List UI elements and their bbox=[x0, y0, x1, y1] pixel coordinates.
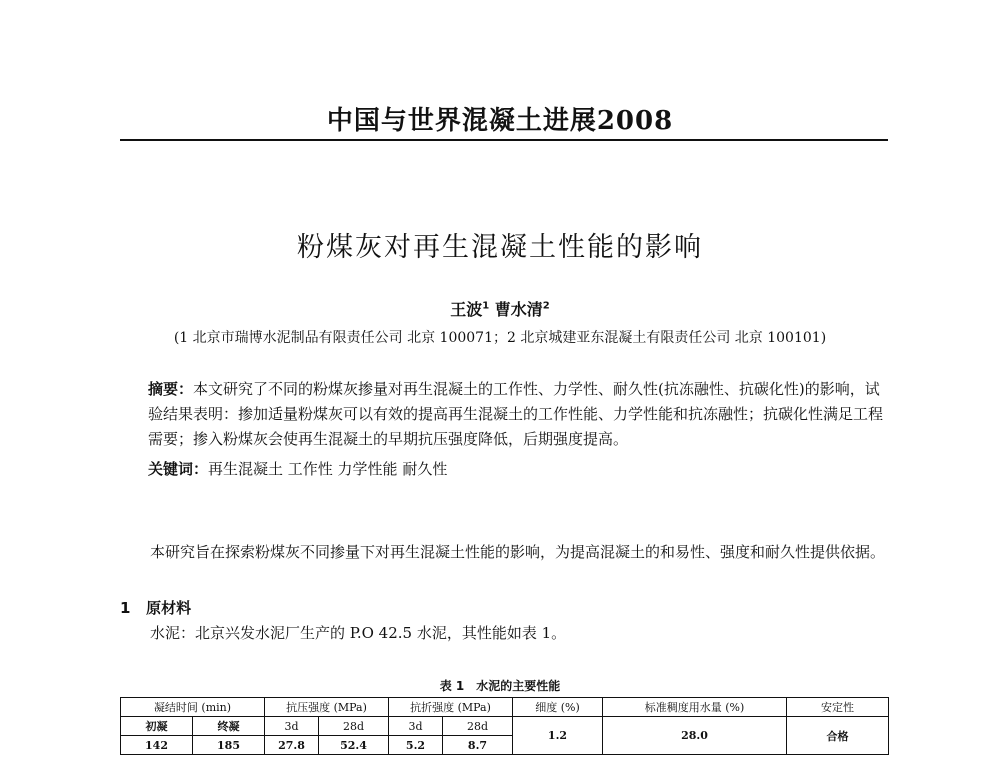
keywords bbox=[148, 457, 888, 482]
table-cell: 28.0 bbox=[603, 717, 787, 755]
table-cell: 1.2 bbox=[513, 717, 603, 755]
table-cell: 142 bbox=[121, 736, 193, 755]
paper-title: 粉煤灰对再生混凝土性能的影响 bbox=[297, 232, 703, 263]
authors bbox=[0, 297, 1000, 320]
subheader-cell: 终凝 bbox=[193, 717, 265, 736]
section-heading bbox=[120, 597, 191, 618]
cement-sentence: 水泥：北京兴发水泥厂生产的 P.O 42.5 水泥，其性能如表 1。 bbox=[150, 624, 567, 642]
table-header-row bbox=[121, 698, 889, 717]
header-cell: 凝结时间 (min) bbox=[121, 698, 265, 717]
subheader-cell: 28d bbox=[319, 717, 389, 736]
table-cell: 52.4 bbox=[319, 736, 389, 755]
section-title: 原材料 bbox=[146, 599, 192, 617]
author-affil-mark: 1 bbox=[482, 300, 490, 312]
subheader-cell: 初凝 bbox=[121, 717, 193, 736]
table-cell: 27.8 bbox=[265, 736, 319, 755]
table-caption: 表 1 水泥的主要性能 bbox=[439, 679, 561, 693]
author-affil-mark: 2 bbox=[542, 300, 550, 312]
keywords-label: 关键词： bbox=[148, 460, 209, 478]
keywords-text: 再生混凝土 工作性 力学性能 耐久性 bbox=[208, 460, 448, 478]
section-number: 1 bbox=[120, 599, 131, 617]
journal-title: 中国与世界混凝土进展2008 bbox=[326, 106, 674, 136]
header-cell: 抗压强度 (MPa) bbox=[265, 698, 389, 717]
header-cell: 标准稠度用水量 (%) bbox=[603, 698, 787, 717]
abstract bbox=[148, 377, 888, 452]
author-name: 曹水清 bbox=[494, 300, 543, 319]
intro-paragraph: 本研究旨在探索粉煤灰不同掺量下对再生混凝土性能的影响，为提高混凝土的和易性、强度和耐久性提供依据。 bbox=[150, 543, 886, 561]
header-cell: 细度 (%) bbox=[513, 698, 603, 717]
subheader-cell: 3d bbox=[265, 717, 319, 736]
header-rule bbox=[120, 139, 888, 141]
subheader-cell: 3d bbox=[389, 717, 443, 736]
cement-properties-table bbox=[120, 697, 889, 755]
affiliation: (1 北京市瑞博水泥制品有限责任公司 北京 100071；2 北京城建亚东混凝土有限责任公司 北京 100101) bbox=[173, 330, 827, 346]
author-name: 王波 bbox=[450, 300, 483, 319]
table-cell: 5.2 bbox=[389, 736, 443, 755]
table-cell: 185 bbox=[193, 736, 265, 755]
subheader-cell: 28d bbox=[443, 717, 513, 736]
abstract-text: 本文研究了不同的粉煤灰掺量对再生混凝土的工作性、力学性、耐久性(抗冻融性、抗碳化性)的影响，试验结果表明：掺加适量粉煤灰可以有效的提高再生混凝土的工作性能、力学性能和抗冻融性；抗碳化性满足工程需要；掺入粉煤灰会使再生混凝土的早期抗压强度降低，后期强度提高。 bbox=[148, 380, 884, 448]
table-cell: 8.7 bbox=[443, 736, 513, 755]
table-subheader-row bbox=[121, 717, 889, 736]
abstract-label: 摘要： bbox=[148, 380, 194, 398]
table-cell: 合格 bbox=[787, 717, 889, 755]
header-cell: 抗折强度 (MPa) bbox=[389, 698, 513, 717]
header-cell: 安定性 bbox=[787, 698, 889, 717]
